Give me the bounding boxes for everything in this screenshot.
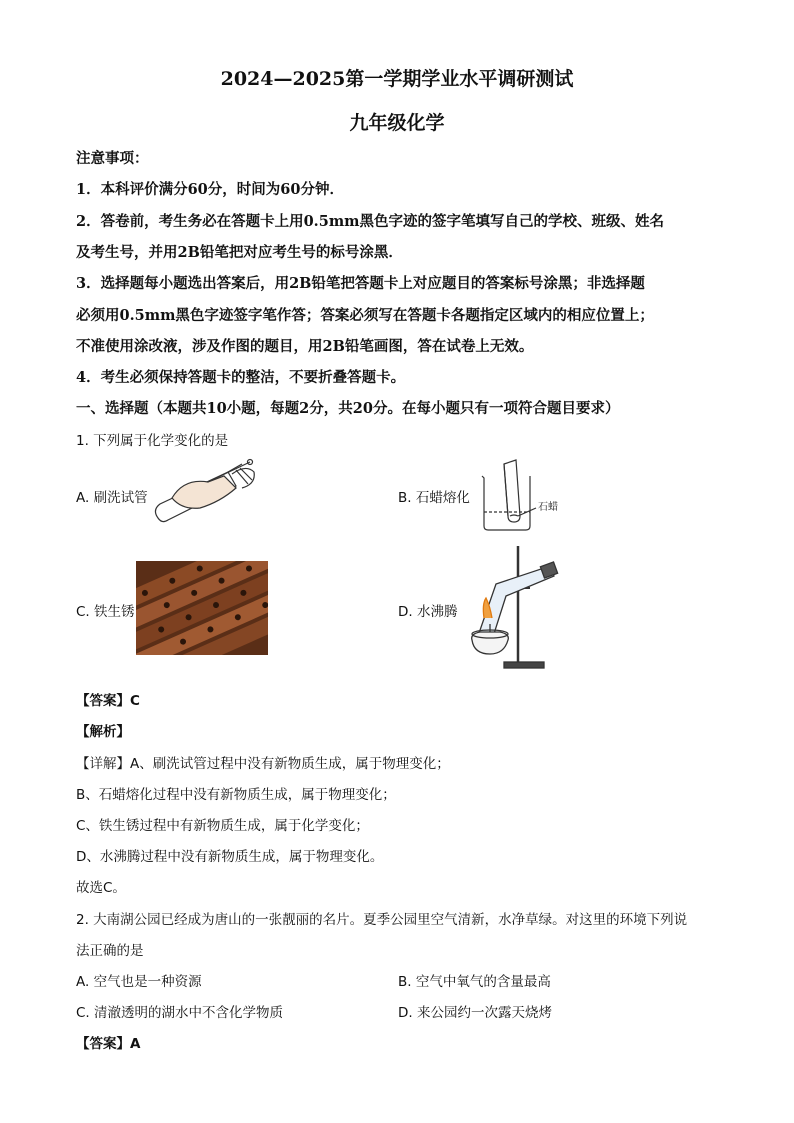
q1-option-b: B. 石蜡熔化 (398, 490, 470, 506)
notice-item-3-line-1: 3．选择题每小题选出答案后，用2B铅笔把答题卡上对应题目的答案标号涂黑；非选择题 (76, 275, 645, 292)
q1-option-d: D. 水沸腾 (398, 604, 458, 620)
q1-analysis-tag: 【解析】 (76, 724, 130, 740)
q1-detail-b: B、石蜡熔化过程中没有新物质生成，属于物理变化； (76, 787, 396, 803)
question-2-stem-line-2: 法正确的是 (76, 943, 144, 959)
notice-item-2-line-1: 2．答卷前，考生务必在答题卡上用0.5mm黑色字迹的签字笔填写自己的学校、班级、姓名 (76, 213, 664, 230)
q1-option-a: A. 刷洗试管 (76, 490, 148, 506)
hand-brushing-test-tube-image (150, 458, 265, 528)
notice-item-2-line-2: 及考生号，并用2B铅笔把对应考生号的标号涂黑． (76, 244, 403, 261)
q1-answer-text: 【答案】C (76, 693, 140, 709)
page-title: 2024—2025第一学期学业水平调研测试 (220, 68, 574, 90)
q1-detail: 【详解】A、刷洗试管过程中没有新物质生成，属于物理变化； (76, 756, 450, 772)
section-heading: 一、选择题（本题共10小题，每题2分，共20分。在每小题只有一项符合题目要求） (76, 400, 620, 417)
page-subtitle: 九年级化学 (349, 112, 445, 134)
q2-answer (76, 1032, 140, 1052)
boiling-water-apparatus-image (460, 544, 572, 672)
q1-answer (76, 689, 140, 709)
q2-option-a: A. 空气也是一种资源 (76, 974, 202, 990)
q2-option-c: C. 清澈透明的湖水中不含化学物质 (76, 1005, 284, 1021)
notice-item-1: 1．本科评价满分60分，时间为60分钟． (76, 181, 344, 198)
q1-conclusion: 故选C。 (76, 880, 126, 896)
notice-item-4: 4．考生必须保持答题卡的整洁，不要折叠答题卡。 (76, 369, 406, 386)
q1-option-c: C. 铁生锈 (76, 604, 135, 620)
q2-option-d: D. 来公园约一次露天烧烤 (398, 1005, 552, 1021)
rusty-iron-photo (136, 561, 268, 655)
q1-detail-d: D、水沸腾过程中没有新物质生成，属于物理变化。 (76, 849, 384, 865)
question-1-stem: 1. 下列属于化学变化的是 (76, 433, 229, 449)
question-2-stem-line-1: 2. 大南湖公园已经成为唐山的一张靓丽的名片。夏季公园里空气清新，水净草绿。对这里的环境下列说 (76, 912, 688, 928)
beaker-paraffin-image (474, 456, 574, 532)
notice-heading: 注意事项： (76, 150, 149, 167)
paraffin-label: 石蜡 (538, 502, 558, 513)
q2-answer-text: 【答案】A (76, 1036, 141, 1052)
notice-item-3-line-3: 不准使用涂改液，涉及作图的题目，用2B铅笔画图，答在试卷上无效。 (76, 338, 534, 355)
q2-option-b: B. 空气中氧气的含量最高 (398, 974, 551, 990)
notice-item-3-line-2: 必须用0.5mm黑色字迹签字笔作答；答案必须写在答题卡各题指定区域内的相应位置上； (76, 307, 654, 324)
q1-detail-c: C、铁生锈过程中有新物质生成，属于化学变化； (76, 818, 369, 834)
